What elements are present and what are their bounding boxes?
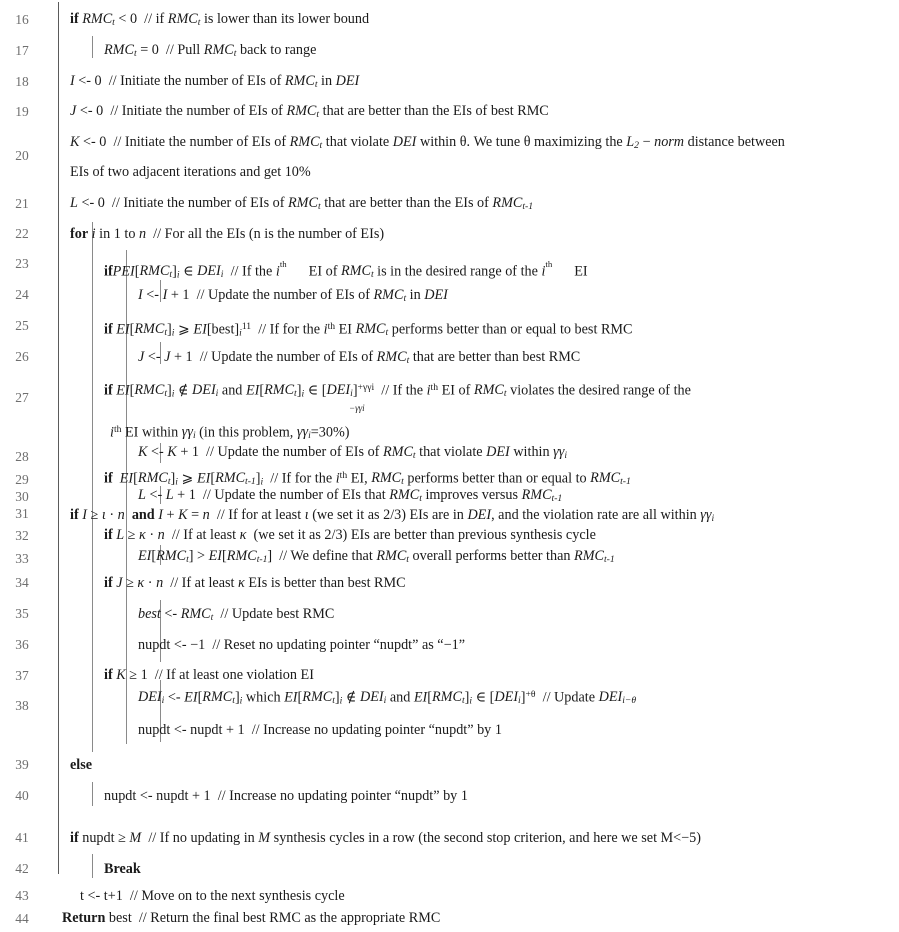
code-line-25: if $EI[RMC_t]_i$ ⩾ $EI[best]_i^{11}$ // If for the $i^{th}$ EI $RMC_t$ performs better than or equal to best RMC bbox=[104, 321, 633, 339]
indent-guide-l1-line17 bbox=[92, 36, 93, 58]
line-number: 33 bbox=[15, 551, 29, 566]
code-line-32: if L ≥ κ · n // If at least κ (we set it as 2/3) EIs are better than previous synthesis cycle bbox=[104, 527, 596, 543]
code-line-40: nupdt <- nupdt + 1 // Increase no updating pointer “nupdt” by 1 bbox=[104, 788, 468, 804]
algorithm-body-rule bbox=[58, 2, 59, 874]
code-line-20a: K <- 0 // Initiate the number of EIs of $RMC_t$ that violate DEI within θ. We tune θ maximizing the $L_2$ − norm distance between bbox=[70, 134, 785, 152]
code-line-28: K <- K + 1 // Update the number of EIs of $RMC_t$ that violate DEI within $\gamma\gamma_i$ bbox=[138, 444, 567, 462]
code-line-21: L <- 0 // Initiate the number of EIs of $RMC_t$ that are better than the EIs of $RMC_{t-1}$ bbox=[70, 195, 534, 213]
line-number: 17 bbox=[15, 43, 29, 58]
code-line-44: Return best // Return the final best RMC as the appropriate RMC bbox=[62, 910, 441, 926]
code-line-27a: if $EI[RMC_t]_i$ ∉ $DEI_i$ and $EI[RMC_t]_i$ ∈ $[DEI_i]^{+\gamma\gamma i}$ // If the $i^{th}$ EI of $RMC_t$ violates the desired range of the bbox=[104, 382, 691, 400]
line-number: 32 bbox=[15, 528, 29, 543]
code-line-37: if K ≥ 1 // If at least one violation EI bbox=[104, 667, 314, 683]
code-line-35: best <- $RMC_t$ // Update best RMC bbox=[138, 606, 335, 624]
code-line-27-subscript: −γγi bbox=[349, 403, 365, 413]
code-line-36: nupdt <- −1 // Reset no updating pointer “nupdt” as “−1” bbox=[138, 637, 465, 653]
code-line-38b: nupdt <- nupdt + 1 // Increase no updating pointer “nupdt” by 1 bbox=[138, 722, 502, 738]
code-line-41: if nupdt ≥ M // If no updating in M synthesis cycles in a row (the second stop criterion, and here we set M<−5) bbox=[70, 830, 701, 846]
code-line-39: else bbox=[70, 757, 93, 773]
line-number: 42 bbox=[15, 861, 29, 876]
line-number: 19 bbox=[15, 104, 29, 119]
code-line-30: L <- L + 1 // Update the number of EIs that $RMC_t$ improves versus $RMC_{t-1}$ bbox=[138, 487, 563, 505]
line-number: 26 bbox=[15, 349, 29, 364]
code-line-43: t <- t+1 // Move on to the next synthesis cycle bbox=[80, 888, 345, 904]
indent-guide-l1-line40 bbox=[92, 782, 93, 806]
line-number: 44 bbox=[15, 911, 29, 926]
line-number: 29 bbox=[15, 472, 29, 487]
code-line-20b: EIs of two adjacent iterations and get 10% bbox=[70, 164, 311, 180]
code-line-19: J <- 0 // Initiate the number of EIs of $RMC_t$ that are better than the EIs of best RMC bbox=[70, 103, 549, 121]
line-number-gutter bbox=[0, 0, 58, 932]
indent-guide-l2-line32 bbox=[126, 522, 127, 744]
line-number: 39 bbox=[15, 757, 29, 772]
line-number: 30 bbox=[15, 489, 29, 504]
indent-guide-l1-line42 bbox=[92, 854, 93, 878]
line-number: 35 bbox=[15, 606, 29, 621]
line-number: 25 bbox=[15, 318, 29, 333]
line-number: 23 bbox=[15, 256, 29, 271]
line-number: 41 bbox=[15, 830, 29, 845]
code-line-42: Break bbox=[104, 861, 141, 877]
code-line-38a: $DEI_i <- EI[RMC_t]_i$ which $EI[RMC_t]_i$ ∉ $DEI_i$ and $EI[RMC_t]_i$ ∈ $[DEI_i]^{+\theta}$ // Update $DEI_{i-\theta}$ bbox=[138, 689, 637, 707]
code-line-22: for i in 1 to n // For all the EIs (n is the number of EIs) bbox=[70, 226, 385, 242]
code-line-31: if I ≥ ι · n and I + K = n // If for at least ι (we set it as 2/3) EIs are in DEI, and the violation rate are all within $\gamma\gamma_i$ bbox=[70, 507, 715, 525]
line-number: 21 bbox=[15, 196, 29, 211]
line-number: 31 bbox=[15, 506, 29, 521]
code-line-24: I <- I + 1 // Update the number of EIs of $RMC_t$ in DEI bbox=[138, 287, 448, 305]
indent-guide-l1-for bbox=[92, 222, 93, 752]
line-number: 40 bbox=[15, 788, 29, 803]
line-number: 38 bbox=[15, 698, 29, 713]
code-line-34: if J ≥ κ · n // If at least κ EIs is better than best RMC bbox=[104, 575, 406, 591]
line-number: 28 bbox=[15, 449, 29, 464]
code-line-33: $EI[RMC_t] > EI[RMC_{t-1}] // We$ define that $RMC_t$ overall performs better than $RMC_{t-1}$ bbox=[138, 548, 615, 566]
line-number: 20 bbox=[15, 148, 29, 163]
code-line-23: $ifPEI[RMC_t]_i$ ∈ $DEI_i$ // If the $i^{th}$ EI of $RMC_t$ is in the desired range of the $i^{th}$ EI bbox=[104, 259, 588, 281]
line-number: 16 bbox=[15, 12, 29, 27]
line-number: 36 bbox=[15, 637, 29, 652]
code-line-17: $RMC_t = 0$ // Pull $RMC_t$ back to range bbox=[104, 42, 317, 60]
line-number: 34 bbox=[15, 575, 29, 590]
code-line-18: I <- 0 // Initiate the number of EIs of $RMC_t$ in DEI bbox=[70, 73, 360, 91]
line-number: 18 bbox=[15, 74, 29, 89]
code-line-26: J <- J + 1 // Update the number of EIs of $RMC_t$ that are better than best RMC bbox=[138, 349, 581, 367]
code-line-27b: $i^{th}$ EI within $\gamma\gamma_i$ (in this problem, $\gamma\gamma_i=30\%$) bbox=[110, 424, 350, 442]
line-number: 22 bbox=[15, 226, 29, 241]
line-number: 37 bbox=[15, 668, 29, 683]
line-number: 43 bbox=[15, 888, 29, 903]
code-line-29: if $EI[RMC_t]_i$ ⩾ $EI[RMC_{t-1}]_i$ // If for the $i^{th}$ EI, $RMC_t$ performs better than or equal to $RMC_{t-1}$ bbox=[104, 470, 631, 488]
code-line-16: if $RMC_t < 0$ // if $RMC_t$ is lower than its lower bound bbox=[70, 11, 370, 29]
line-number: 24 bbox=[15, 287, 29, 302]
line-number: 27 bbox=[15, 390, 29, 405]
